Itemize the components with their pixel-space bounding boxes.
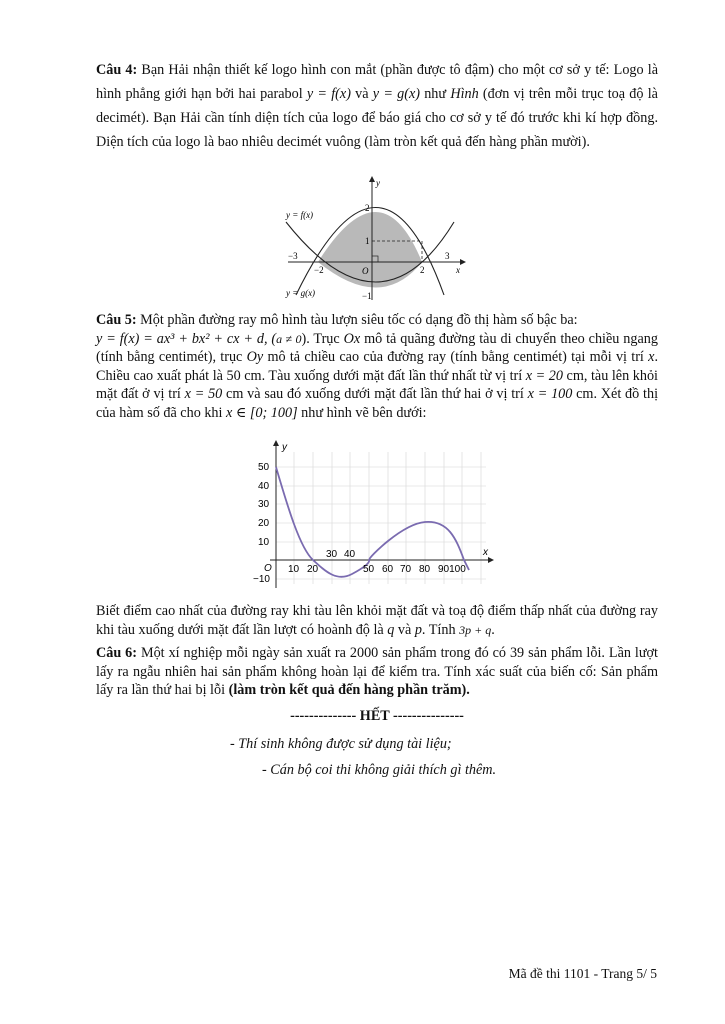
x-tick-60: 60	[382, 564, 394, 575]
q5-x20: x = 20	[525, 367, 563, 384]
y-axis-label: y	[376, 178, 380, 188]
y-tick-neg10: −10	[253, 574, 270, 585]
tick-y2: 2	[365, 203, 370, 213]
q5-ox: Ox	[343, 330, 361, 347]
q5-text-9: như hình vẽ bên dưới:	[297, 404, 427, 421]
q5b-text-2: và	[394, 621, 415, 638]
q5-text-1: Một phần đường ray mô hình tàu lượn siêu tốc có dạng đồ thị hàm số bậc ba:	[136, 312, 578, 328]
y-tick-50: 50	[258, 462, 270, 473]
q4-text-3: như	[419, 86, 451, 102]
q5b-expr: 3p + q	[459, 622, 492, 637]
origin-label: O	[362, 266, 369, 276]
tick-yneg1: −1	[362, 291, 372, 301]
y-tick-10: 10	[258, 537, 270, 548]
x-label-40: 40	[344, 549, 356, 560]
question-5	[96, 311, 658, 423]
eye-logo-figure	[278, 176, 468, 302]
roller-coaster-graph	[252, 438, 500, 592]
q5-oy: Oy	[246, 349, 264, 366]
x-label-30: 30	[326, 549, 338, 560]
q5b-text-1: Biết điểm cao nhất của đường ray khi tàu lên khỏi mặt đất và toạ độ điểm thấp nhất của đường ray khi tàu xuống dưới mặt đất lần lượt có hoành độ là	[96, 603, 658, 638]
q5-domain: x ∈ [0; 100]	[226, 404, 298, 421]
question-5-label: Câu 5:	[96, 312, 137, 328]
tick-3: 3	[445, 251, 450, 261]
x-tick-80: 80	[419, 564, 431, 575]
x-tick-70: 70	[400, 564, 412, 575]
tick-neg2: −2	[314, 265, 324, 275]
note-1: - Thí sinh không được sử dụng tài liệu;	[230, 736, 452, 752]
q5-text-7: cm và sau đó xuống dưới mặt đất lần thứ hai ở vị trí	[222, 386, 528, 403]
q5-text-3: mô tả quãng đường tàu di chuyển theo chiều ngang (tính bằng centimét), trục	[96, 330, 658, 366]
note-2: - Cán bộ coi thi không giải thích gì thêm.	[262, 762, 497, 778]
q5-x50: x = 50	[184, 386, 223, 403]
q4-text-2: và	[350, 86, 373, 102]
x-axis-label-2: x	[483, 547, 488, 558]
page-footer: Mã đề thi 1101 - Trang 5/ 5	[508, 966, 657, 981]
tick-neg3: −3	[288, 251, 298, 261]
x-tick-90100: 90100	[438, 564, 466, 575]
q5-text-8: cm. Xét đồ thị của hàm số đã cho khi	[96, 386, 659, 421]
question-5-part-2	[96, 602, 658, 639]
y-tick-30: 30	[258, 499, 270, 510]
q5-text-4: mô tả chiều cao của đường ray (tính bằng centimét) tại mỗi vị trí	[263, 349, 649, 366]
q6-bold-note: (làm tròn kết quả đến hàng phần trăm).	[228, 682, 470, 699]
q5b-p: p	[414, 621, 422, 638]
q5b-text-4: .	[491, 621, 495, 638]
q5-x100: x = 100	[527, 386, 573, 403]
question-4-label: Câu 4:	[96, 62, 138, 78]
q5-text-6: cm, tàu lên khỏi mặt đất ở vị trí	[96, 367, 658, 403]
y-tick-40: 40	[258, 481, 270, 492]
question-4	[96, 58, 658, 154]
question-6-label: Câu 6:	[96, 645, 138, 661]
q4-hinh: Hình	[450, 86, 479, 102]
q5-condition: a ≠ 0	[276, 331, 302, 346]
q5-formula: y = f(x) = ax³ + bx² + cx + d, (	[96, 330, 277, 347]
g-label: y = g(x)	[286, 288, 316, 298]
q4-math-f: y = f(x)	[306, 86, 351, 102]
q5-text-5: . Chiều cao xuất phát là 50 cm. Tàu xuống dưới mặt đất lần thứ nhất từ vị trí	[96, 349, 658, 384]
tick-2: 2	[420, 265, 425, 275]
f-label: y = f(x)	[286, 210, 314, 220]
x-axis-label: x	[456, 265, 460, 275]
q5-text-2: ). Trục	[301, 330, 344, 347]
q5b-q: q	[387, 621, 395, 638]
tick-y1: 1	[365, 236, 370, 246]
q4-math-g: y = g(x)	[372, 86, 420, 102]
q5-x: x	[648, 349, 655, 366]
origin-label-2: O	[264, 563, 272, 574]
x-tick-50: 50	[363, 564, 375, 575]
y-tick-20: 20	[258, 518, 270, 529]
end-marker: -------------- HẾT ---------------	[290, 708, 464, 724]
q6-text: Một xí nghiệp mỗi ngày sản xuất ra 2000 sản phẩm trong đó có 39 sản phẩm lỗi. Lần lượt lấy ra ngẫu nhiên hai sản phẩm không hoàn lại để kiểm tra. Tính xác suất của biến cố: Sản phẩm lấy ra lần thứ hai bị lỗi	[96, 645, 658, 699]
x-tick-10: 10	[288, 564, 300, 575]
q4-text-4: (đơn vị trên mỗi trục toạ độ là decimét). Bạn Hải cần tính diện tích của logo để báo giá cho cơ sở y tế đó trước khi kí hợp đồng. Diện tích của logo là bao nhiêu decimét vuông (làm tròn kết quả đến hàng phần mười).	[96, 86, 658, 150]
q4-text-1: Bạn Hải nhận thiết kế logo hình con mắt (phần được tô đậm) cho một cơ sở y tế: Logo là hình phẳng giới hạn bởi hai parabol	[96, 62, 658, 102]
q5b-text-3: . Tính	[421, 621, 460, 638]
question-6	[96, 644, 658, 700]
x-tick-20: 20	[307, 564, 319, 575]
y-axis-label-2: y	[282, 442, 287, 453]
